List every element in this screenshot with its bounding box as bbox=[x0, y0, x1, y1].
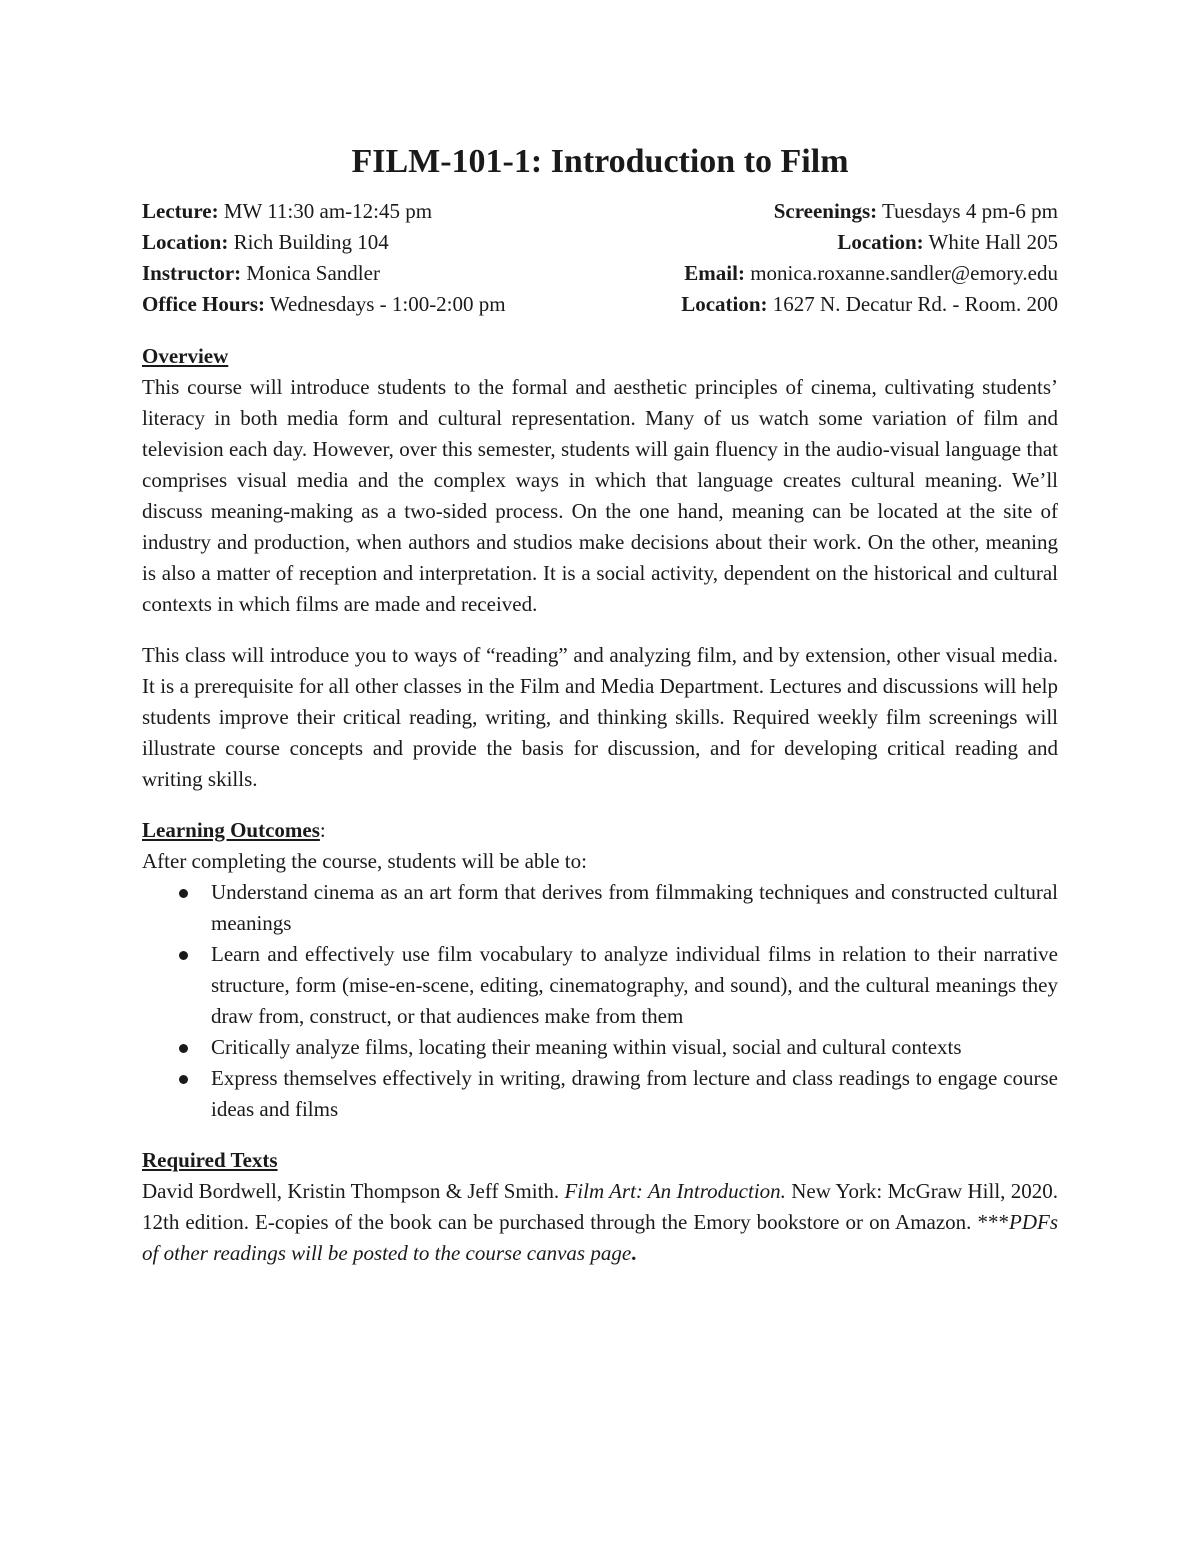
course-info bbox=[142, 196, 1058, 320]
page-title: FILM-101-1: Introduction to Film bbox=[351, 143, 849, 180]
screening-location-label: Location: bbox=[837, 230, 924, 254]
lecture-location-value: Rich Building 104 bbox=[228, 230, 389, 254]
list-item bbox=[142, 877, 1058, 939]
email-value: monica.roxanne.sandler@emory.edu bbox=[744, 261, 1058, 285]
required-texts-section bbox=[142, 1145, 1058, 1269]
list-item-text: Learn and effectively use film vocabulary to analyze individual films in relation to their narrative structure, form (mise-en-scene, editing, cinematography, and sound), and the cultural meanings they draw from, construct, or that audiences make from them bbox=[211, 942, 1058, 1028]
bullet-icon bbox=[179, 951, 188, 960]
overview-section bbox=[142, 341, 1058, 795]
lecture-label: Lecture: bbox=[142, 199, 219, 223]
info-row-instructor bbox=[142, 258, 1058, 289]
email-info bbox=[684, 258, 1058, 289]
list-item bbox=[142, 1032, 1058, 1063]
list-item-text: Understand cinema as an art form that derives from filmmaking techniques and constructed cultural meanings bbox=[211, 880, 1058, 935]
list-item bbox=[142, 939, 1058, 1032]
screenings-value: Tuesdays 4 pm-6 pm bbox=[877, 199, 1058, 223]
screenings-label: Screenings: bbox=[773, 199, 878, 223]
lecture-info bbox=[142, 196, 432, 227]
overview-paragraph: This class will introduce you to ways of “reading” and analyzing film, and by extension, other visual media. It is a prerequisite for all other classes in the Film and Media Department. Lectures and discussions will help students improve their critical reading, writing, and thinking skills. Required weekly film screenings will illustrate course concepts and provide the basis for discussion, and for developing critical reading and writing skills. bbox=[142, 643, 1058, 791]
info-row-location bbox=[142, 227, 1058, 258]
office-hours-info bbox=[142, 289, 506, 320]
learning-outcomes-heading-suffix: : bbox=[319, 818, 326, 842]
bullet-icon bbox=[179, 1075, 188, 1084]
required-texts-note: PDFs of other readings will be posted to the course canvas page bbox=[142, 1210, 1058, 1265]
office-location-label: Location: bbox=[681, 292, 768, 316]
overview-paragraph: This course will introduce students to the formal and aesthetic principles of cinema, cultivating students’ literacy in both media form and cultural representation. Many of us watch some variation of film and television each day. However, over this semester, students will gain fluency in the audio-visual language that comprises visual media and the complex ways in which that language creates cultural meaning. We’ll discuss meaning-making as a two-sided process. On the one hand, meaning can be located at the site of industry and production, when authors and studios make decisions about their work. On the other, meaning is also a matter of reception and interpretation. It is a social activity, dependent on the historical and cultural contexts in which films are made and received. bbox=[142, 375, 1058, 616]
required-texts-book-title: Film Art: An Introduction. bbox=[564, 1179, 786, 1203]
bullet-icon bbox=[179, 889, 188, 898]
list-item-text: Express themselves effectively in writing, drawing from lecture and class readings to engage course ideas and films bbox=[211, 1066, 1058, 1121]
learning-outcomes-list bbox=[142, 877, 1058, 1125]
required-texts-end: . bbox=[631, 1241, 637, 1265]
overview-heading: Overview bbox=[142, 344, 229, 368]
office-location-value: 1627 N. Decatur Rd. - Room. 200 bbox=[767, 292, 1058, 316]
office-location-info bbox=[681, 289, 1058, 320]
lecture-location-label: Location: bbox=[142, 230, 229, 254]
instructor-value: Monica Sandler bbox=[241, 261, 380, 285]
list-item bbox=[142, 1063, 1058, 1125]
office-hours-label: Office Hours: bbox=[142, 292, 266, 316]
required-texts-heading: Required Texts bbox=[142, 1148, 278, 1172]
info-row-office-hours bbox=[142, 289, 1058, 320]
lecture-location-info bbox=[142, 227, 389, 258]
required-texts-paragraph bbox=[142, 1176, 1058, 1269]
instructor-label: Instructor: bbox=[142, 261, 242, 285]
screening-location-value: White Hall 205 bbox=[923, 230, 1058, 254]
screenings-info bbox=[774, 196, 1058, 227]
bullet-icon bbox=[179, 1044, 188, 1053]
info-row-lecture bbox=[142, 196, 1058, 227]
email-label: Email: bbox=[684, 261, 745, 285]
learning-outcomes-intro: After completing the course, students will be able to: bbox=[142, 849, 587, 873]
office-hours-value: Wednesdays - 1:00-2:00 pm bbox=[265, 292, 506, 316]
required-texts-details: New York: McGraw Hill, 2020. 12th edition. E-copies of the book can be purchased through the Emory bookstore or on Amazon. *** bbox=[142, 1179, 1058, 1234]
instructor-info bbox=[142, 258, 380, 289]
list-item-text: Critically analyze films, locating their meaning within visual, social and cultural contexts bbox=[211, 1035, 962, 1059]
required-texts-authors: David Bordwell, Kristin Thompson & Jeff Smith. bbox=[142, 1179, 565, 1203]
learning-outcomes-heading-line bbox=[142, 815, 1058, 846]
syllabus-page bbox=[142, 140, 1058, 1269]
screening-location-info bbox=[837, 227, 1058, 258]
lecture-value: MW 11:30 am-12:45 pm bbox=[218, 199, 433, 223]
learning-outcomes-heading: Learning Outcomes bbox=[142, 818, 320, 842]
learning-outcomes-section bbox=[142, 815, 1058, 1125]
